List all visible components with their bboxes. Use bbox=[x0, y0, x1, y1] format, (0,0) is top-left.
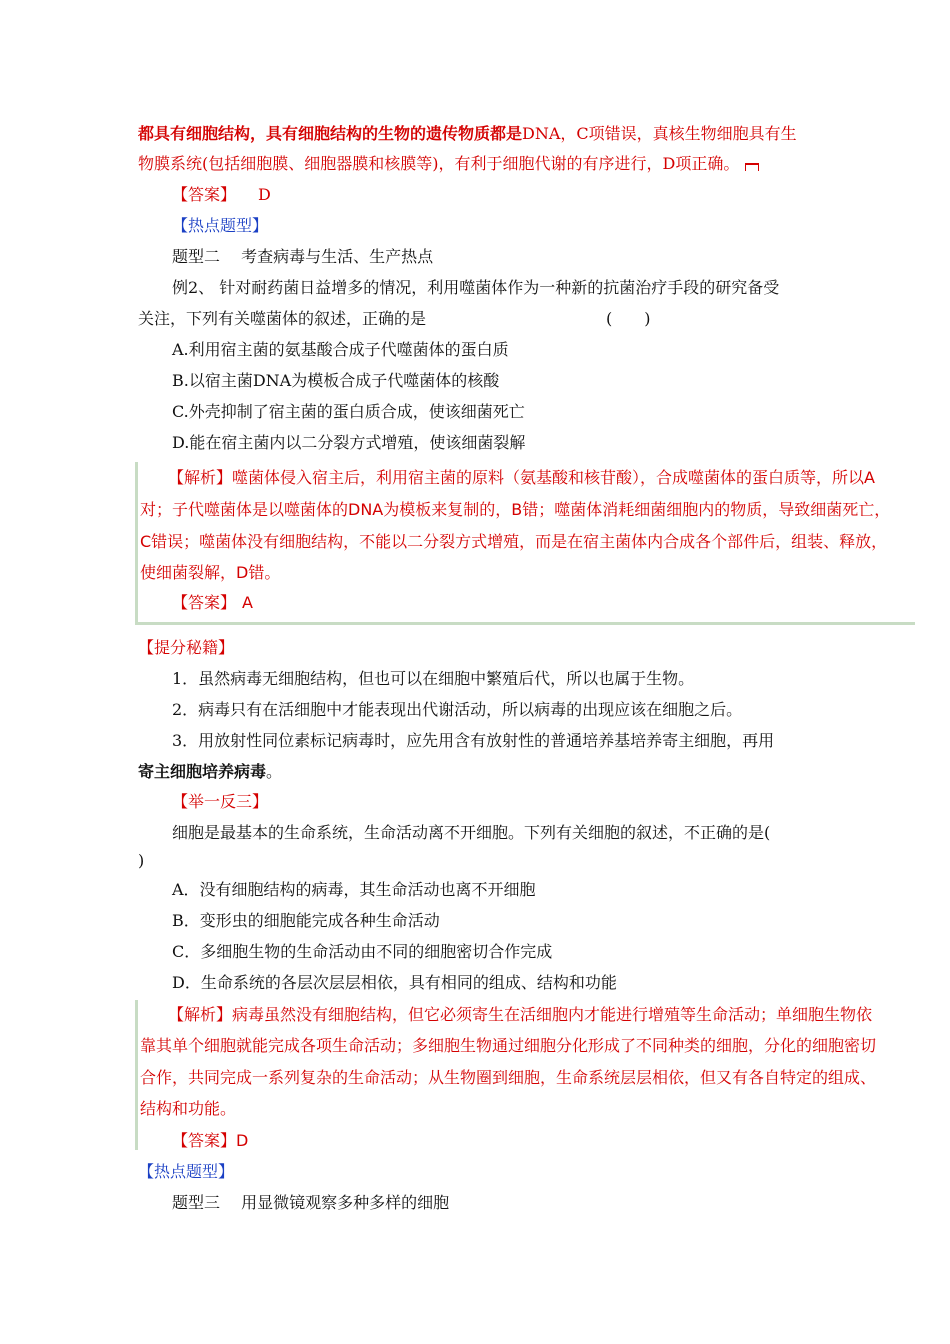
answer-value: D bbox=[236, 1131, 249, 1150]
tips-item-3: 3．用放射性同位素标记病毒时，应先用含有放射性的普通培养基培养寄主细胞，再用 bbox=[172, 731, 775, 750]
answer-value: A bbox=[242, 593, 253, 612]
answer-3 bbox=[172, 1130, 248, 1152]
analysis-continuation-line-2 bbox=[138, 153, 759, 175]
practice-question-line-1: 细胞是最基本的生命系统，生命活动离不开细胞。下列有关细胞的叙述，不正确的是( bbox=[172, 823, 771, 842]
type2-question-line-1: 例2、 针对耐药菌日益增多的情况，利用噬菌体作为一种新的抗菌治疗手段的研究备受 bbox=[172, 278, 780, 297]
type2-analysis-line-3: C错误；噬菌体没有细胞结构，不能以二分裂方式增殖，而是在宿主菌体内合成各个部件后，组装、释放， bbox=[140, 532, 888, 551]
practice-option-a: A．没有细胞结构的病毒，其生命活动也离不开细胞 bbox=[172, 880, 536, 899]
practice-analysis-line-1 bbox=[168, 1004, 872, 1026]
answer-2 bbox=[172, 592, 253, 614]
edit-mark-icon bbox=[745, 163, 759, 171]
analysis-text: 噬菌体侵入宿主后，利用宿主菌的原料（氨基酸和核苷酸），合成噬菌体的蛋白质等，所以A bbox=[232, 468, 875, 487]
type2-title: 题型二 考查病毒与生活、生产热点 bbox=[172, 247, 434, 266]
analysis-continuation-rest: DNA，C项错误，真核生物细胞具有生 bbox=[522, 124, 797, 143]
analysis-side-bar bbox=[135, 462, 138, 625]
tips-item-3-bold: 寄主细胞培养病毒 bbox=[138, 762, 267, 781]
analysis-continuation-text: 物膜系统(包括细胞膜、细胞器膜和核膜等)，有利于细胞代谢的有序进行，D项正确。 bbox=[138, 154, 740, 173]
type3-title: 题型三 用显微镜观察多种多样的细胞 bbox=[172, 1193, 450, 1212]
answer-label: 【答案】 bbox=[172, 185, 237, 204]
analysis-bottom-rule bbox=[135, 622, 915, 625]
type2-option-a: A.利用宿主菌的氨基酸合成子代噬菌体的蛋白质 bbox=[172, 340, 509, 359]
practice-analysis-line-2: 靠其单个细胞就能完成各项生命活动；多细胞生物通过细胞分化形成了不同种类的细胞，分化的细胞密切 bbox=[140, 1036, 877, 1055]
practice-analysis-line-4: 结构和功能。 bbox=[140, 1099, 237, 1118]
practice-option-b: B．变形虫的细胞能完成各种生命活动 bbox=[172, 911, 440, 930]
type2-analysis-line-4: 使细菌裂解，D错。 bbox=[140, 563, 281, 582]
analysis-continuation-bold: 都具有细胞结构，具有细胞结构的生物的遗传物质都是 bbox=[138, 124, 523, 143]
practice-option-c: C．多细胞生物的生命活动由不同的细胞密切合作完成 bbox=[172, 942, 553, 961]
practice-question-line-2: ) bbox=[138, 851, 145, 870]
tips-item-1: 1．虽然病毒无细胞结构，但也可以在细胞中繁殖后代，所以也属于生物。 bbox=[172, 669, 695, 688]
tips-item-3-end: 。 bbox=[266, 762, 283, 781]
answer-label: 【答案】 bbox=[172, 593, 237, 612]
tips-item-2: 2．病毒只有在活细胞中才能表现出代谢活动，所以病毒的出现应该在细胞之后。 bbox=[172, 700, 743, 719]
analysis-label: 【解析】 bbox=[168, 1005, 233, 1024]
type2-answer-paren: ( ) bbox=[606, 309, 651, 328]
hot-topic-label-2: 【热点题型】 bbox=[138, 1162, 235, 1181]
type2-analysis-line-1 bbox=[168, 467, 875, 489]
answer-value: D bbox=[258, 185, 271, 204]
type2-question-line-2: 关注，下列有关噬菌体的叙述，正确的是 bbox=[138, 309, 427, 328]
practice-analysis-line-3: 合作，共同完成一系列复杂的生命活动；从生物圈到细胞，生命系统层层相依，但又有各自特定的组成、 bbox=[140, 1068, 877, 1087]
type2-option-b: B.以宿主菌DNA为模板合成子代噬菌体的核酸 bbox=[172, 371, 500, 390]
analysis-text: 病毒虽然没有细胞结构，但它必须寄生在活细胞内才能进行增殖等生命活动；单细胞生物依 bbox=[232, 1005, 873, 1024]
practice-option-d: D．生命系统的各层次层层相依，具有相同的组成、结构和功能 bbox=[172, 973, 617, 992]
hot-topic-label-1: 【热点题型】 bbox=[172, 216, 269, 235]
type2-analysis-line-2: 对；子代噬菌体是以噬菌体的DNA为模板来复制的，B错；噬菌体消耗细菌细胞内的物质，导致细菌死亡， bbox=[140, 500, 891, 519]
type2-option-d: D.能在宿主菌内以二分裂方式增殖，使该细菌裂解 bbox=[172, 433, 526, 452]
analysis-continuation-line-1 bbox=[138, 123, 797, 145]
practice-analysis-side-bar bbox=[135, 1000, 138, 1150]
answer-label: 【答案】 bbox=[172, 1131, 237, 1150]
analysis-label: 【解析】 bbox=[168, 468, 233, 487]
practice-label: 【举一反三】 bbox=[172, 792, 269, 811]
tips-item-3-cont bbox=[138, 761, 282, 783]
answer-1 bbox=[172, 184, 271, 206]
tips-label: 【提分秘籍】 bbox=[138, 638, 235, 657]
type2-option-c: C.外壳抑制了宿主菌的蛋白质合成，使该细菌死亡 bbox=[172, 402, 525, 421]
